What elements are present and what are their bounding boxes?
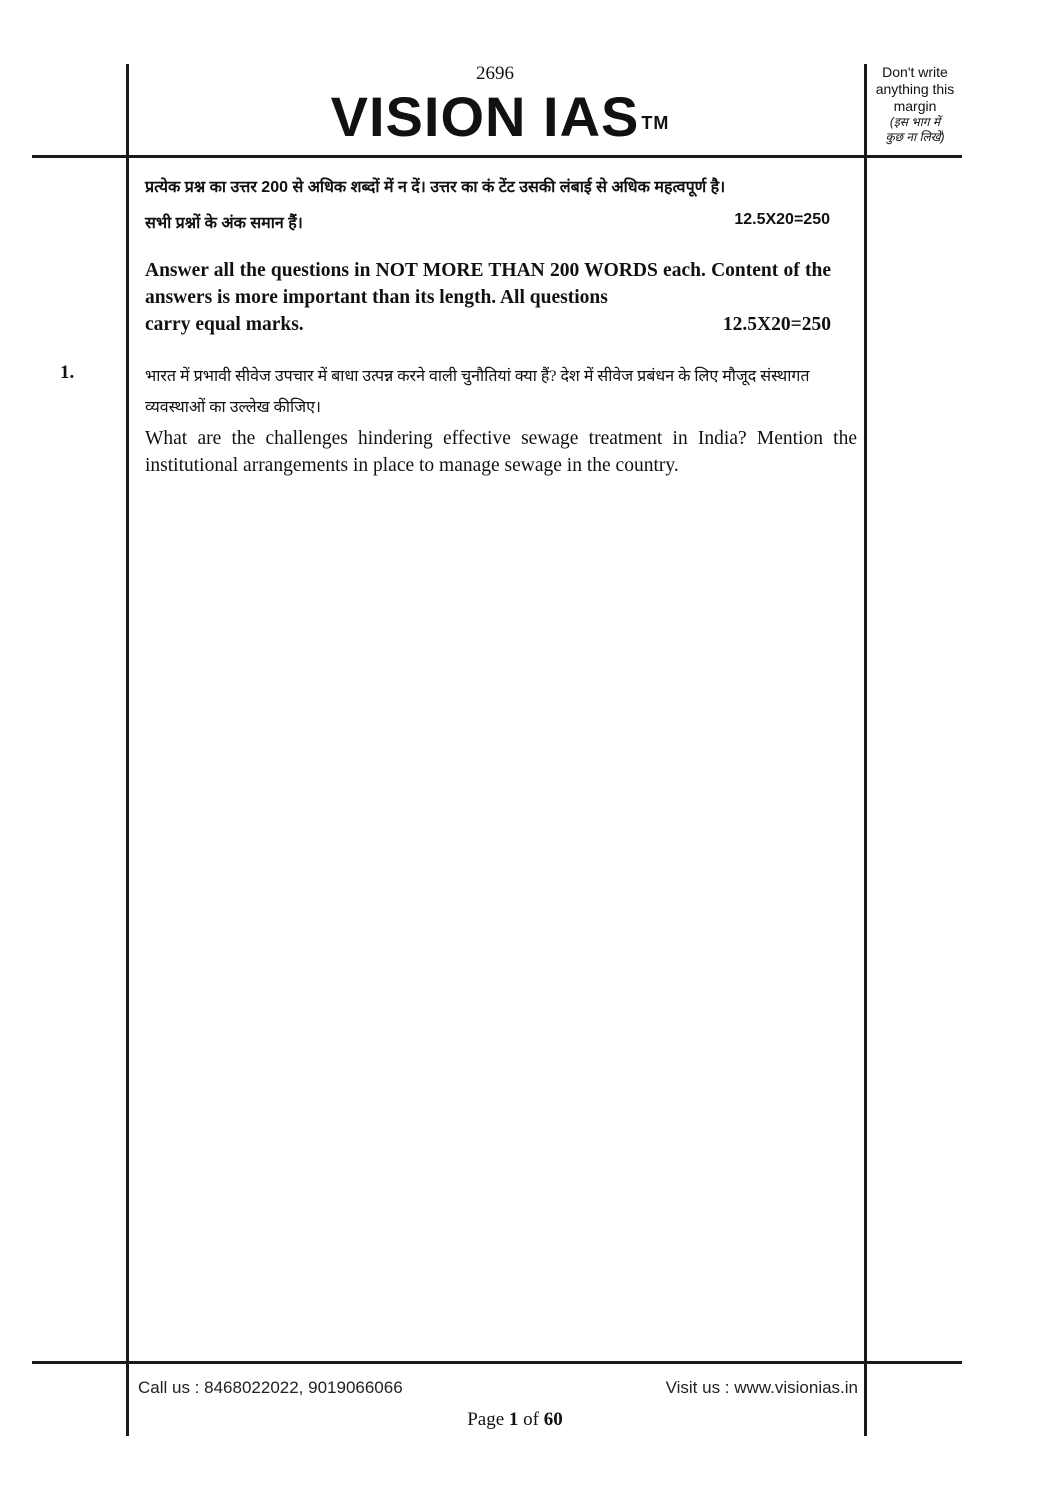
brand-logo (320, 82, 680, 152)
margin-note-en-2: anything this (875, 81, 955, 97)
instructions-english-last-line (145, 311, 831, 338)
footer-divider (32, 1361, 962, 1364)
header-divider (32, 155, 962, 158)
brand-name: VISION IAS (330, 85, 640, 148)
instructions-hindi-marks: 12.5X20=250 (734, 211, 830, 228)
question-hindi: भारत में प्रभावी सीवेज उपचार में बाधा उत्पन्न करने वाली चुनौतियां क्या हैं? देश में सीवेज प्रबंधन के लिए मौजूद संस्थागत व्यवस्थाओं का उल्लेख कीजिए। (145, 368, 810, 416)
trademark-mark: TM (641, 113, 670, 133)
paper-code: 2696 (476, 63, 514, 84)
instructions-hindi-line1: प्रत्येक प्रश्न का उत्तर 200 से अधिक शब्दों में न दें। उत्तर का कं टेंट उसकी लंबाई से अधिक महत्वपूर्ण है। (145, 179, 726, 196)
margin-note-en-1: Don't write (882, 64, 948, 80)
margin-note-hi-1: (इस भाग में (889, 115, 941, 129)
right-margin-line (864, 64, 867, 1436)
instructions-english-body: Answer all the questions in NOT MORE THAN 200 WORDS each. Content of the answers is more important than its length. All questions (145, 260, 831, 308)
margin-note-en-3: margin (893, 98, 937, 114)
margin-note-hi-2: कुछ ना लिखें) (885, 130, 945, 144)
question-number: 1. (60, 362, 75, 383)
instructions-english-last: carry equal marks. (145, 314, 304, 335)
question-english: What are the challenges hindering effective sewage treatment in India? Mention the institutional arrangements in place to manage sewage in the country. (145, 428, 857, 476)
instructions-hindi-line2: सभी प्रश्नों के अंक समान हैं। (145, 215, 303, 232)
left-margin-line (126, 64, 129, 1436)
instructions-english (145, 257, 831, 338)
footer-visit-us: Visit us : www.visionias.in (665, 1378, 858, 1397)
page-number (400, 1409, 630, 1431)
footer-call-us: Call us : 8468022022, 9019066066 (138, 1378, 403, 1397)
instructions-english-marks: 12.5X20=250 (722, 314, 831, 335)
page-total: 60 (543, 1409, 563, 1430)
page-current: 1 (508, 1409, 519, 1430)
margin-note (856, 64, 974, 145)
page-of: of (523, 1409, 539, 1430)
page-prefix: Page (467, 1409, 505, 1430)
